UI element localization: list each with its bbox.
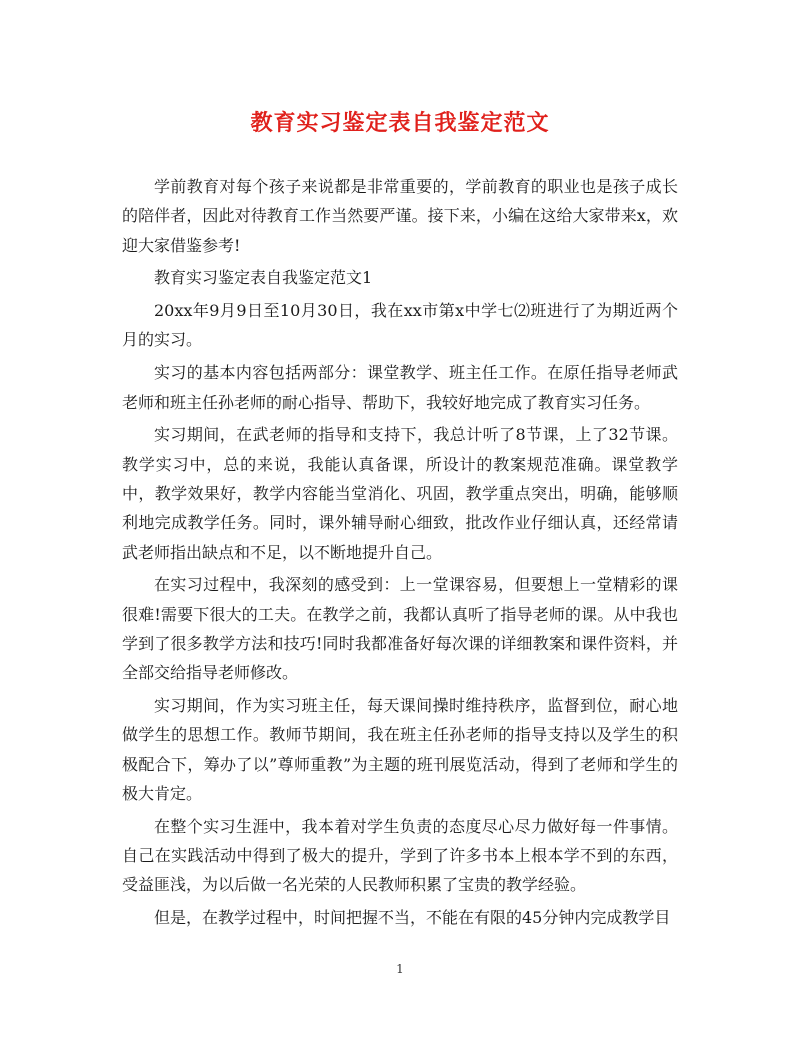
paragraph-intro: 学前教育对每个孩子来说都是非常重要的，学前教育的职业也是孩子成长的陪伴者，因此对待教育工作当然要严谨。接下来，小编在这给大家带来x，欢迎大家借鉴参考! [122, 177, 678, 255]
paragraph-teaching: 实习期间，在武老师的指导和支持下，我总计听了8节课，上了32节课。教学实习中，总的来说，我能认真备课，所设计的教案规范准确。课堂教学中，教学效果好，教学内容能当堂消化、巩固，教学重点突出，明确，能够顺利地完成教学任务。同时，课外辅导耐心细致，批改作业仔细认真，还经常请武老师指出缺点和不足，以不断地提升自己。 [122, 425, 678, 562]
document-body [122, 172, 678, 936]
document-title: 教育实习鉴定表自我鉴定范文 [250, 110, 550, 136]
page-number: 1 [396, 962, 404, 976]
paragraph-summary: 在整个实习生涯中，我本着对学生负责的态度尽心尽力做好每一件事情。自己在实践活动中得到了极大的提升，学到了许多书本上根本学不到的东西，受益匪浅，为以后做一名光荣的人民教师积累了宝贵的教学经验。 [122, 816, 678, 895]
paragraph-experience: 在实习过程中，我深刻的感受到：上一堂课容易，但要想上一堂精彩的课很难!需要下很大的工夫。在教学之前，我都认真听了指导老师的课。从中我也学到了很多教学方法和技巧!同时我都准备好每次课的详细教案和课件资料，并全部交给指导老师修改。 [122, 575, 678, 683]
paragraph-subheading: 教育实习鉴定表自我鉴定范文1 [154, 268, 373, 288]
paragraph-dates: 20xx年9月9日至10月30日，我在xx市第x中学七⑵班进行了为期近两个月的实习。 [122, 301, 678, 350]
paragraph-class-teacher: 实习期间，作为实习班主任，每天课间操时维持秩序，监督到位，耐心地做学生的思想工作。教师节期间，我在班主任孙老师的指导支持以及学生的积极配合下，筹办了以”尊师重教”为主题的班刊展览活动，得到了老师和学生的极大肯定。 [122, 696, 678, 803]
paragraph-content: 实习的基本内容包括两部分：课堂教学、班主任工作。在原任指导老师武老师和班主任孙老师的耐心指导、帮助下，我较好地完成了教育实习任务。 [122, 363, 678, 412]
paragraph-shortcomings: 但是，在教学过程中，时间把握不当，不能在有限的45分钟内完成教学目 [154, 908, 671, 928]
